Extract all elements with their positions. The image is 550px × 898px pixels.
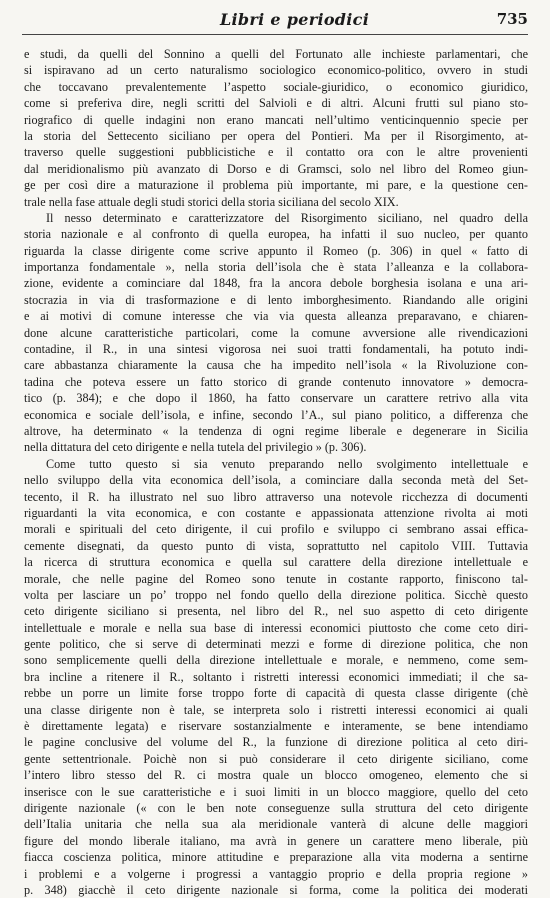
text-line: importanza fondamentale », nella storia dell’isola che è stata l’alleanza e la collabora- [24, 260, 528, 275]
text-line: gente settentrionale. Poichè non si può considerare il ceto dirigente siciliano, come [24, 751, 528, 766]
text-line: riografico di quelle indagini non erano mancati nell’ultimo venticinquennio specie per [24, 112, 528, 127]
text-line: traverso quelle suggestioni pubblicistiche e il contatto ora con le altre provenienti [24, 145, 528, 160]
running-title: Libri e periodici [220, 10, 370, 29]
text-line: e studi, da quelli del Sonnino a quelli del Fortunato alle inchieste parlamentari, che [24, 47, 528, 61]
text-line: storia nazionale e al confronto di quella europea, ha infatti il suo nucleo, per quanto [24, 227, 528, 242]
text-line: l’intero libro stesso del R. ci mostra quale un blocco omogeneo, elemento che si [24, 768, 528, 783]
text-line: p. 348) giacchè il ceto dirigente nazionale si forma, come la politica dei moderati [24, 882, 528, 897]
text-line: inserisce con le sue caratteristiche e i suoi limiti in un blocco maggiore, quello del ceto [24, 784, 528, 799]
text-line: intellettuale e morale e nella sua base di interessi economici piuttosto che come ceto diri- [24, 620, 528, 635]
text-line: dal meridionalismo più avanzato di Dorso e di Gramsci, solo nel libro del Romeo giun- [24, 161, 528, 176]
text-line: riguarda la classe dirigente come scrive appunto il Romeo (p. 306) in quel « fatto di [24, 243, 528, 258]
text-line: tecento, il R. ha illustrato nel suo libro attraverso una notevole ricchezza di documenti [24, 489, 528, 504]
text-line: nello sviluppo della vita economica dell’isola, a cominciare dalla seconda metà del Set- [24, 473, 528, 488]
text-line: Come tutto questo si sia venuto preparando nello svolgimento intellettuale e [46, 456, 528, 471]
text-line: ceto dirigente siciliano si presenta, nel libro del R., nel suo aspetto di ceto dirigente [24, 604, 528, 619]
text-line: trale nella fase attuale degli studi storici della storia siciliana del secolo XIX. [24, 194, 399, 209]
text-line: la storia del Settecento siciliano per opera del Pontieri. Ma per il Risorgimento, at- [24, 128, 528, 143]
text-line: nella dittatura del ceto dirigente e nella tutela del privilegio » (p. 306). [24, 440, 367, 455]
text-line: cemente disegnati, da questo punto di vista, soprattutto nel capitolo VIII. Tuttavia [24, 538, 528, 553]
text-line: dell’Italia unitaria che nella sua ala meridionale vanterà di alcune delle maggiori [24, 817, 528, 832]
text-line: che toccavano prevalentemente l’aspetto sociale-giuridico, o economico giuridico, [24, 79, 528, 94]
text-line: sono semplicemente quelli della direzione intellettuale e morale, e nemmeno, come sem- [24, 653, 528, 668]
text-line: contadine, il R., in una sintesi vigorosa nei suoi tratti fondamentali, ha potuto indi- [24, 342, 528, 357]
text-line: altrove, ha determinato « la tendenza di ogni regime liberale e degenerare in Sicilia [24, 423, 528, 438]
text-line: morali e spirituali del ceto dirigente, il cui profilo e sviluppo ci sembrano assai effica- [24, 522, 528, 537]
text-line: care abbastanza chiaramente la causa che ha impedito nell’isola « la Rivoluzione con- [24, 358, 528, 373]
text-line: ge per così dire a maturazione il problema più importante, mi pare, e la questione cen- [24, 178, 528, 193]
text-line: una classe dirigente non è tale, se interpreta solo i ristretti interessi economici ai quali [24, 702, 528, 717]
text-line: i problemi e a volgerne i progressi a vantaggio proprio e della propria regione » [24, 866, 528, 881]
header-rule [22, 34, 528, 35]
text-line: volta per lasciare un po’ troppo nel fondo quello della direzione politica. Sicchè questo [24, 587, 528, 602]
text-line: è direttamente legata) e riservare sostanzialmente e interamente, se bene intendiamo [24, 719, 528, 734]
text-line: figure del mondo liberale italiano, ma avrà in genere un carattere meno liberale, più [24, 833, 528, 848]
running-head [0, 10, 550, 34]
text-line: come si preferiva dire, negli scritti del Salvioli e di altri. Alcuni frutti sul piano sto- [24, 96, 528, 111]
text-line: Il nesso determinato e caratterizzatore del Risorgimento siciliano, nel quadro della [46, 210, 528, 225]
text-line: riguardanti la vita economica, e con costante e appassionata attenzione rivolta ai moti [24, 505, 528, 520]
text-line: dirigente nazionale (« con le ben note conseguenze sulla struttura del ceto dirigente [24, 800, 528, 815]
text-line: la ricerca di struttura economica e quella sul carattere della direzione intellettuale e [24, 555, 528, 570]
text-line: tadina che poteva essere un fatto storico di grande contenuto innovatore » democra- [24, 374, 528, 389]
text-line: zione, evidente a cominciare dal 1848, fra la ancora debole borghesia isolana e una ari- [24, 276, 528, 291]
text-line: economica e sociale dell’isola, e infine, secondo l’A., sul piano politico, a differenza che [24, 407, 528, 422]
text-line: e ai motivi di comune interesse che via via questa alleanza preparavano, e chiaren- [24, 309, 528, 324]
text-line: fiacca coscienza politica, minore attitudine e preparazione alla vita moderna a sentirne [24, 850, 528, 865]
text-line: done alcune caratteristiche particolari, come la comune avversione alle rivendicazioni [24, 325, 528, 340]
body-text [24, 46, 528, 898]
text-line: bra incline a ritenere il R., soltanto i ristretti interessi economici immediati; il che sa- [24, 669, 528, 684]
text-line: gente politico, che si serve di determinati mezzi e forme di direzione politica, che non [24, 637, 528, 652]
text-line: morale, che nelle pagine del Romeo sono tenute in costante rapporto, finiscono tal- [24, 571, 528, 586]
text-line: rebbe un porre un limite forse troppo forte di capacità di questa classe dirigente (chè [24, 686, 528, 701]
page-number: 735 [496, 10, 528, 28]
text-line: si ispiravano ad un certo naturalismo sociologico economico-politico, ovvero in studi [24, 63, 528, 78]
text-line: tico (p. 384); e che dopo il 1860, ha fatto conservare un carattere retrivo alla vita [24, 391, 528, 406]
text-line: le pagine conclusive del volume del R., la funzione di direzione politica al ceto diri- [24, 735, 528, 750]
text-line: stocrazia in via di trasformazione e di lento imborghesimento. Riandando alle origini [24, 292, 528, 307]
